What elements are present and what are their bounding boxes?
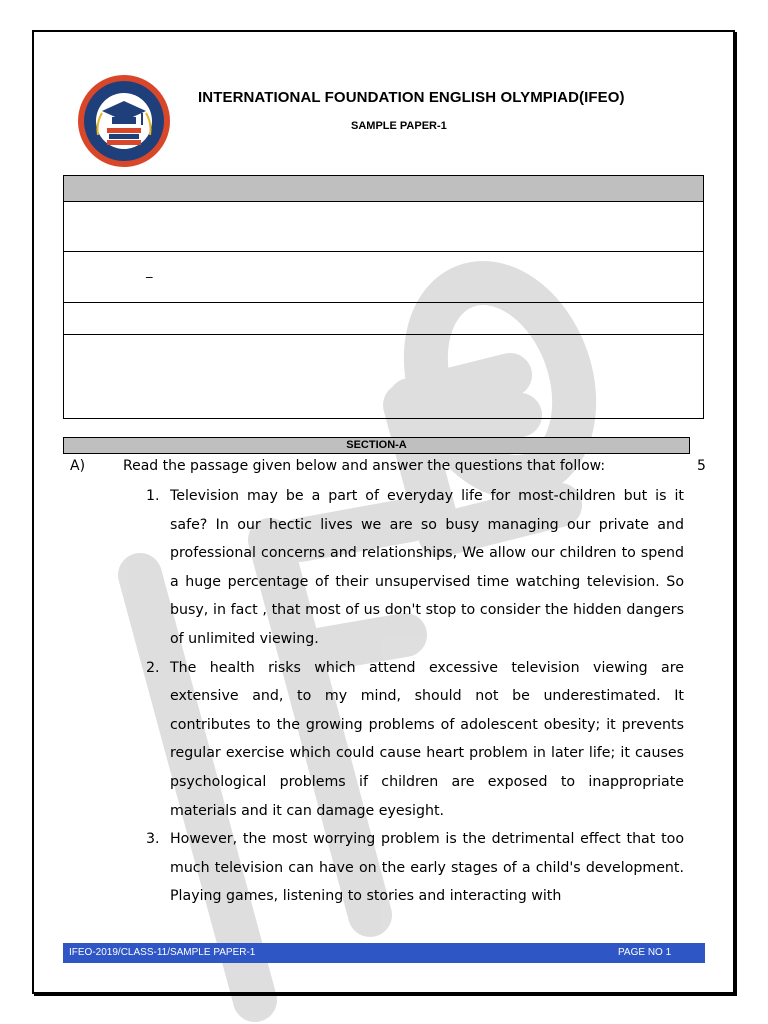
page-subtitle: SAMPLE PAPER-1 (351, 120, 447, 132)
question-marks: 5 (697, 458, 706, 474)
section-title: SECTION-A (63, 437, 690, 454)
info-table-row-divider (64, 302, 703, 303)
footer-paper-code: IFEO-2019/CLASS-11/SAMPLE PAPER-1 (69, 947, 256, 958)
passage-paragraph (146, 482, 684, 654)
student-info-table (63, 175, 704, 419)
footer-page-number: PAGE NO 1 (618, 947, 672, 958)
paragraph-text: Television may be a part of everyday life for most-children but is it safe? In our hectic lives we are so busy managing our private and professional concerns and relationships, We allow our children to spend a huge percentage of their unsupervised time watching television. So busy, in fact , that most of us don't stop to consider the hidden dangers of unlimited viewing. (170, 488, 684, 647)
paragraph-number: 3. (146, 831, 160, 848)
paragraph-number: 1. (146, 488, 160, 504)
olympiad-foundation-seal-icon (76, 73, 172, 169)
page-footer (63, 943, 705, 963)
question-instruction: Read the passage given below and answer the questions that follow: (123, 458, 606, 474)
passage-list (146, 482, 684, 911)
info-table-header (64, 176, 703, 202)
paragraph-text: However, the most worrying problem is the detrimental effect that too much television can have on the early stages of a child's development. Playing games, listening to stories and interacting with (170, 831, 684, 905)
passage-paragraph (146, 825, 684, 911)
page-title: INTERNATIONAL FOUNDATION ENGLISH OLYMPIAD(IFEO) (198, 89, 625, 106)
paragraph-number: 2. (146, 659, 160, 676)
question-label: A) (70, 458, 86, 474)
paragraph-text: The health risks which attend excessive television viewing are extensive and, to my mind, should not be underestimated. It contributes to the growing problems of adolescent obesity; it prevents regular exercise which could cause heart problem in later life; it causes psychological problems if children are exposed to inappropriate materials and it can damage eyesight. (170, 659, 684, 819)
info-table-dash: _ (146, 264, 153, 279)
info-table-row-divider (64, 251, 703, 252)
info-table-row-divider (64, 334, 703, 335)
passage-paragraph (146, 654, 684, 826)
